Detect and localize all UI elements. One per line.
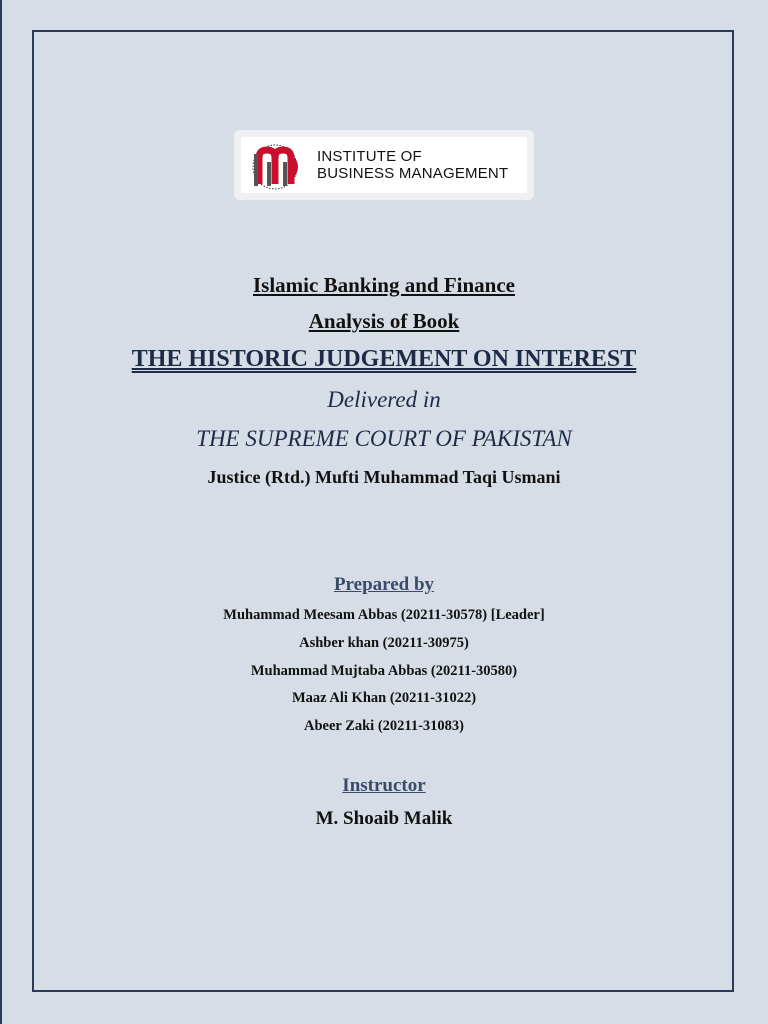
logo-line-2: BUSINESS MANAGEMENT: [317, 165, 509, 182]
logo-line-1: INSTITUTE OF: [317, 148, 422, 165]
instructor-name: M. Shoaib Malik: [315, 808, 453, 829]
book-title: THE HISTORIC JUDGEMENT ON INTEREST: [131, 346, 637, 372]
logo-mark-icon: [245, 140, 307, 192]
logo-background: [241, 137, 527, 193]
institute-logo: [234, 130, 534, 200]
document-subtitle: Analysis of Book: [308, 309, 460, 333]
team-member: Muhammad Mujtaba Abbas (20211-30580): [250, 663, 518, 679]
delivered-in-text: Delivered in: [327, 387, 441, 412]
course-title: Islamic Banking and Finance: [253, 273, 515, 297]
court-name: THE SUPREME COURT OF PAKISTAN: [196, 426, 572, 451]
team-member: Abeer Zaki (20211-31083): [303, 718, 465, 734]
team-member: Muhammad Meesam Abbas (20211-30578) [Leader]: [223, 607, 545, 623]
team-member: Ashber khan (20211-30975): [299, 635, 469, 651]
page-left-edge: [0, 0, 2, 1024]
instructor-heading: Instructor: [342, 775, 426, 796]
prepared-by-heading: Prepared by: [333, 574, 435, 595]
team-member: Maaz Ali Khan (20211-31022): [291, 690, 477, 706]
book-author: Justice (Rtd.) Mufti Muhammad Taqi Usmani: [207, 467, 561, 487]
logo-wordmark: [317, 148, 508, 182]
